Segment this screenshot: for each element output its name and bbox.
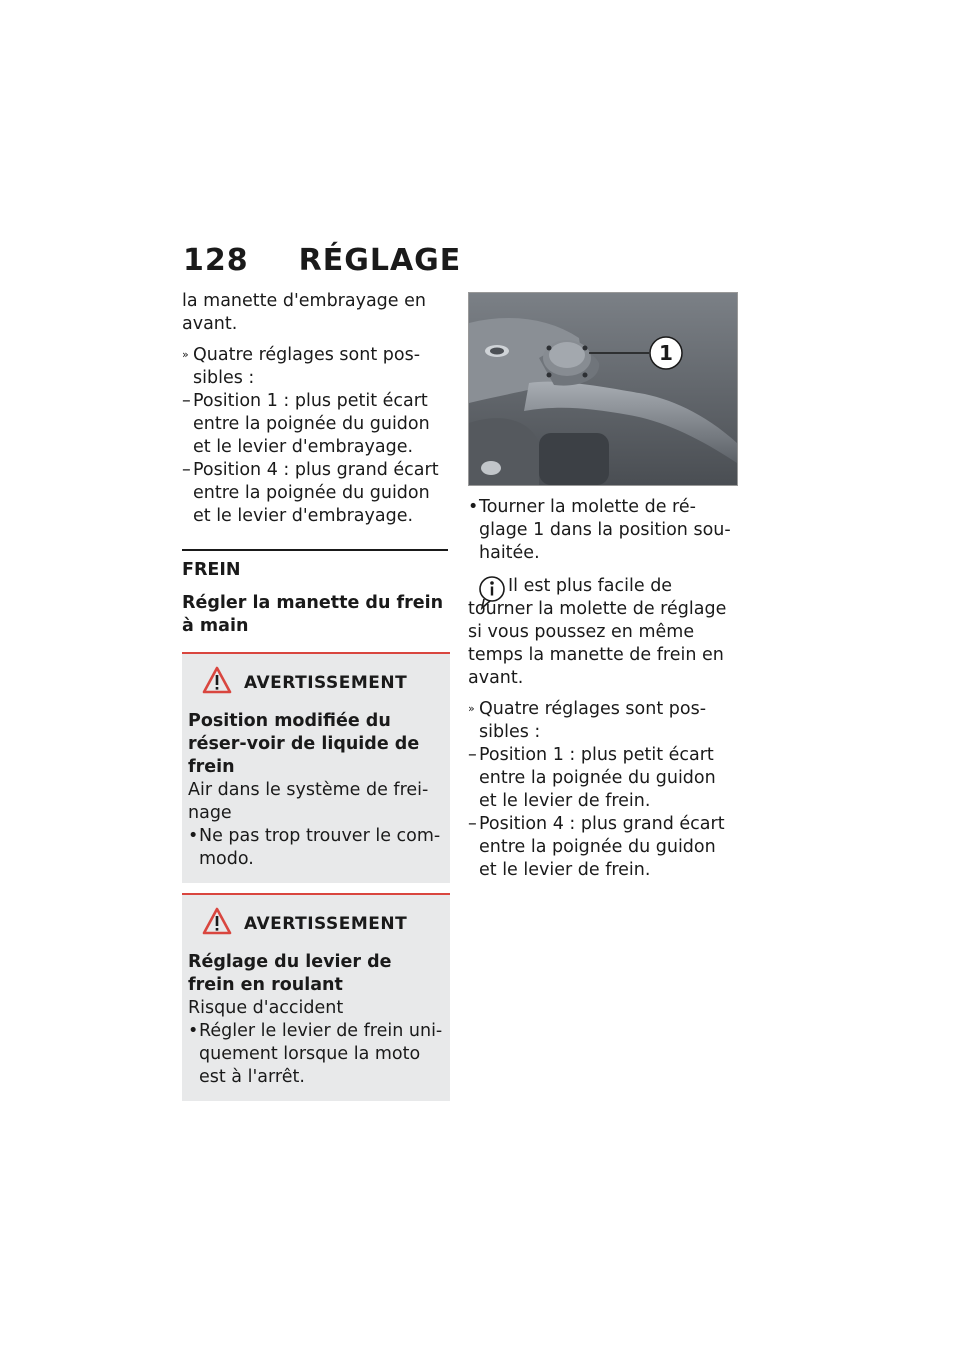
page-number: 128: [183, 242, 249, 278]
warning-header: [202, 907, 444, 941]
section-heading: FREIN: [182, 560, 241, 580]
intro-text: la manette d'embrayage en avant.: [182, 291, 426, 334]
dash-marker: –: [468, 745, 477, 765]
possible-settings-note: [468, 698, 738, 744]
list-item: [188, 825, 444, 871]
possible-settings-text: Quatre réglages sont pos-sibles :: [479, 699, 707, 742]
warning-title: AVERTISSEMENT: [244, 913, 408, 934]
info-text: Il est plus facile de tourner la molette de réglage si vous poussez en même temps la manette de frein en avant.: [468, 576, 727, 688]
possible-settings-text: Quatre réglages sont pos-sibles :: [193, 345, 421, 388]
bullet-marker: •: [468, 497, 479, 517]
warning-action: Régler le levier de frein uni-quement lorsque la moto est à l'arrêt.: [199, 1021, 443, 1087]
warning-action: Ne pas trop trouver le com-modo.: [199, 826, 441, 869]
callout-label: 1: [659, 341, 673, 365]
info-note: [468, 575, 738, 690]
possible-settings-note: [182, 344, 450, 390]
dash-marker: –: [182, 391, 191, 411]
warning-heading: Position modifiée du réser-voir de liquide de frein: [188, 711, 420, 777]
warning-header: [202, 666, 444, 700]
warning-box: [182, 893, 450, 1101]
position-4-text: Position 4 : plus grand écart entre la poignée du guidon et le levier d'embrayage.: [193, 460, 439, 526]
list-item: [468, 744, 738, 813]
brake-lever-photo: [468, 292, 738, 486]
warning-title: AVERTISSEMENT: [244, 672, 408, 693]
list-item: [468, 496, 738, 565]
warning-heading: Réglage du levier de frein en roulant: [188, 952, 392, 995]
arrow-marker: »: [468, 702, 475, 715]
info-icon: [478, 575, 506, 618]
warning-text: Risque d'accident: [188, 998, 344, 1018]
warning-text: Air dans le système de frei-nage: [188, 780, 429, 823]
position-1-text: Position 1 : plus petit écart entre la poignée du guidon et le levier de frein.: [479, 745, 716, 811]
bullet-marker: •: [188, 826, 199, 846]
list-item: [188, 1020, 444, 1089]
list-item: [468, 813, 738, 882]
arrow-marker: »: [182, 348, 189, 361]
warning-box: [182, 652, 450, 883]
page-header: [183, 242, 461, 278]
warning-triangle-icon: [202, 907, 232, 942]
list-item: [182, 390, 450, 459]
warning-triangle-icon: [202, 666, 232, 701]
right-column: [468, 292, 738, 882]
position-4-text: Position 4 : plus grand écart entre la poignée du guidon et le levier de frein.: [479, 814, 725, 880]
dash-marker: –: [182, 460, 191, 480]
section-title: RÉGLAGE: [298, 242, 462, 278]
left-column: [182, 290, 450, 1101]
list-item: [182, 459, 450, 528]
position-1-text: Position 1 : plus petit écart entre la poignée du guidon et le levier d'embrayage.: [193, 391, 430, 457]
section-divider: [182, 549, 448, 551]
bullet-marker: •: [188, 1021, 199, 1041]
subheading: Régler la manette du frein à main: [182, 593, 444, 636]
instruction-text: Tourner la molette de ré-glage 1 dans la position sou-haitée.: [479, 497, 731, 563]
dash-marker: –: [468, 814, 477, 834]
